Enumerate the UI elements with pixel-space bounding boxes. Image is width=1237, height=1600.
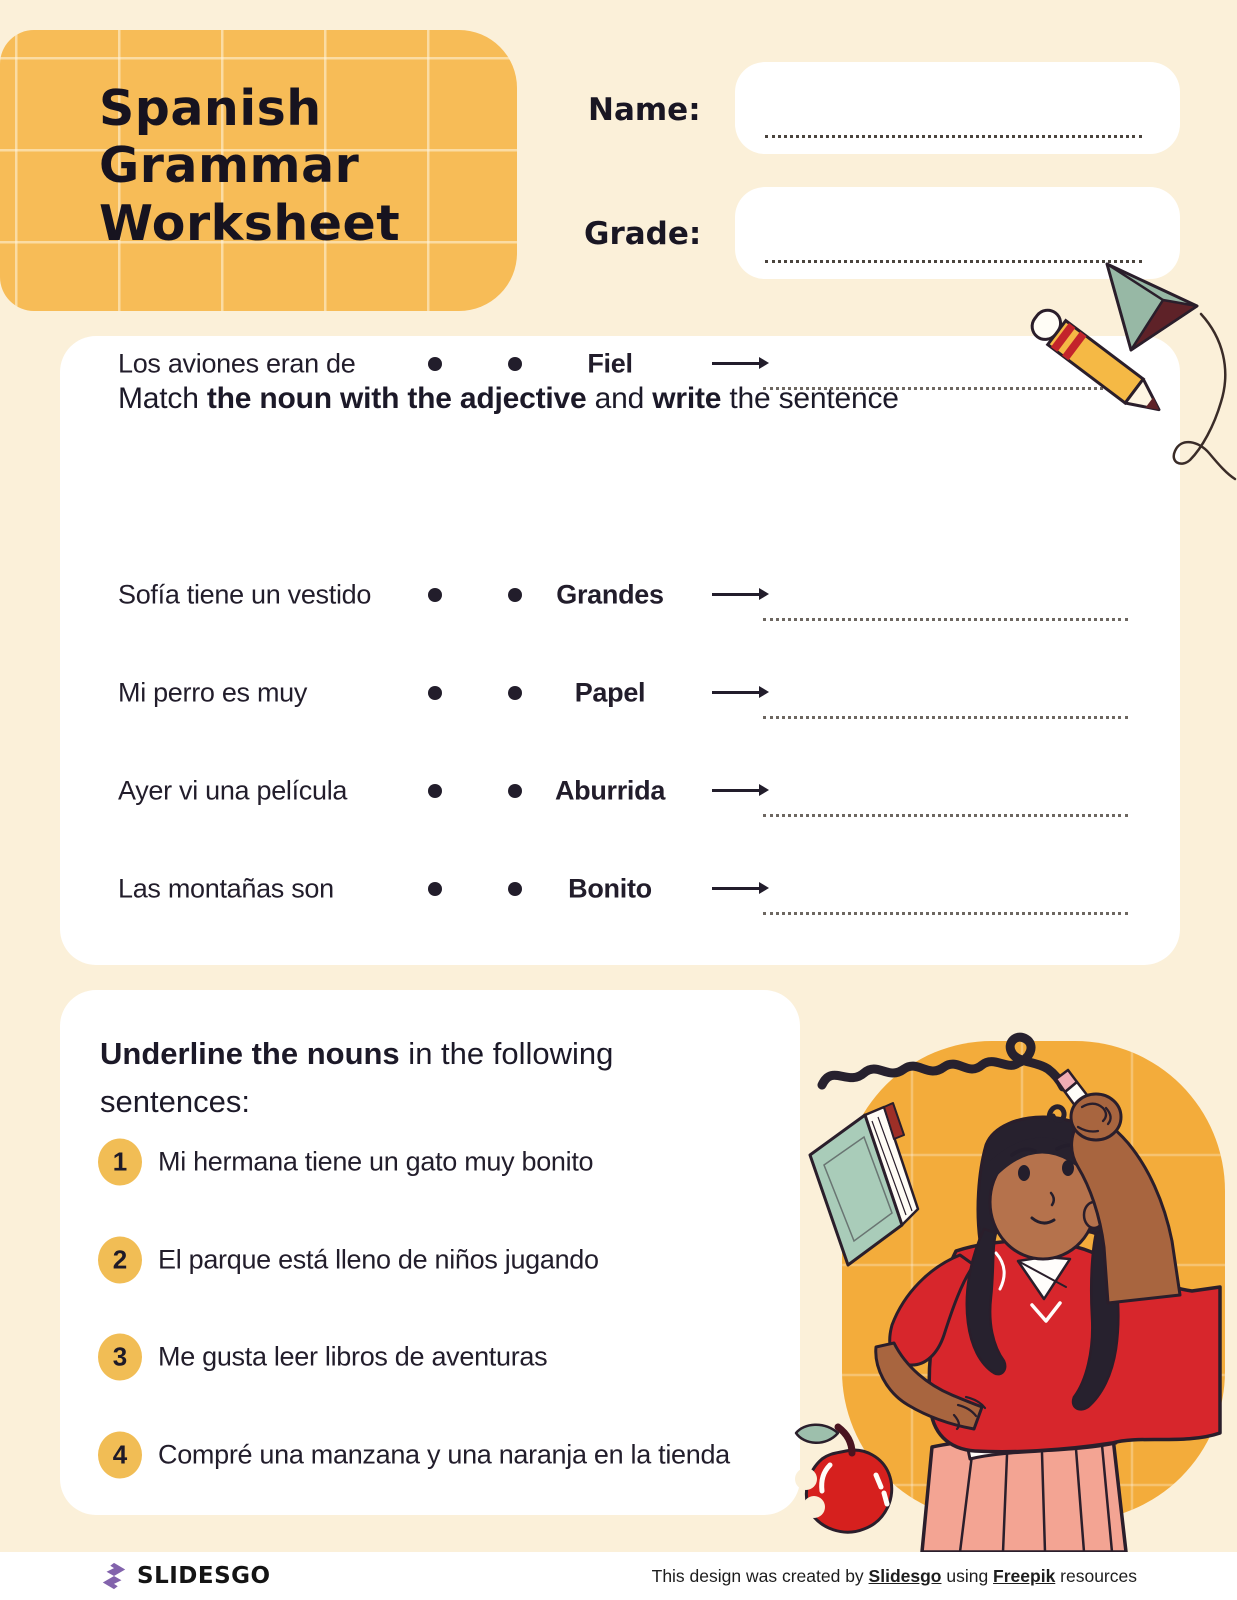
list-item xyxy=(60,1331,800,1383)
slidesgo-icon xyxy=(100,1560,128,1592)
arrow-icon xyxy=(712,691,766,694)
sentence-text[interactable]: Compré una manzana y una naranja en la tienda xyxy=(158,1439,730,1470)
connector-dot-left[interactable] xyxy=(428,686,442,700)
arrow-icon xyxy=(712,593,766,596)
heading-bold-text: Underline the nouns xyxy=(100,1036,400,1071)
title-line-1: Spanish xyxy=(99,80,322,137)
noun-phrase: Ayer vi una película xyxy=(118,775,348,806)
slidesgo-logo[interactable] xyxy=(100,1560,271,1592)
heading-text: the sentence xyxy=(721,382,899,415)
connector-dot-right[interactable] xyxy=(508,882,522,896)
name-input-pill xyxy=(735,62,1180,154)
match-exercise-card xyxy=(60,336,1180,965)
connector-dot-right[interactable] xyxy=(508,357,522,371)
answer-line[interactable] xyxy=(763,618,1128,621)
match-row xyxy=(60,763,1180,819)
grade-field-label: Grade: xyxy=(584,216,702,252)
connector-dot-right[interactable] xyxy=(508,588,522,602)
item-number-badge: 3 xyxy=(98,1334,142,1381)
connector-dot-right[interactable] xyxy=(508,784,522,798)
header-decoration xyxy=(1015,250,1237,485)
arrow-icon xyxy=(712,362,766,365)
connector-dot-left[interactable] xyxy=(428,357,442,371)
credit-plain: resources xyxy=(1055,1565,1137,1586)
connector-dot-left[interactable] xyxy=(428,882,442,896)
answer-line[interactable] xyxy=(763,814,1128,817)
name-input[interactable] xyxy=(765,97,1142,138)
sentence-text[interactable]: El parque está lleno de niños jugando xyxy=(158,1244,599,1275)
credit-plain: using xyxy=(941,1565,994,1586)
brand-text: SLIDESGO xyxy=(137,1563,271,1589)
underline-section-heading xyxy=(100,1030,750,1126)
heading-bold-text: write xyxy=(652,382,722,415)
connector-dot-left[interactable] xyxy=(428,784,442,798)
adjective-label: Aburrida xyxy=(554,775,666,806)
item-number-badge: 1 xyxy=(98,1139,142,1186)
adjective-label: Grandes xyxy=(556,579,664,610)
title-card xyxy=(0,30,517,311)
item-number-badge: 2 xyxy=(98,1237,142,1284)
credit-text xyxy=(652,1566,1137,1587)
answer-line[interactable] xyxy=(763,912,1128,915)
page-title xyxy=(99,80,400,252)
arrow-icon xyxy=(712,887,766,890)
match-row xyxy=(60,336,1180,392)
list-item xyxy=(60,1136,800,1188)
adjective-label: Papel xyxy=(574,677,646,708)
sentence-text[interactable]: Mi hermana tiene un gato muy bonito xyxy=(158,1146,594,1177)
arrow-icon xyxy=(712,789,766,792)
match-row xyxy=(60,567,1180,623)
curly-line xyxy=(1174,314,1235,479)
underline-exercise-card xyxy=(60,990,800,1515)
item-number-badge: 4 xyxy=(98,1432,142,1479)
answer-line[interactable] xyxy=(763,716,1128,719)
student-illustration xyxy=(760,1015,1237,1552)
footer xyxy=(0,1552,1237,1600)
match-row xyxy=(60,665,1180,721)
noun-phrase: Las montañas son xyxy=(118,873,334,904)
heading-text: and xyxy=(586,382,653,415)
heading-bold-text: the noun with the adjective xyxy=(206,382,587,415)
noun-phrase: Sofía tiene un vestido xyxy=(118,579,372,610)
heading-text: in the following sentences: xyxy=(100,1036,614,1120)
credit-plain: This design was created by xyxy=(651,1565,869,1586)
slidesgo-link[interactable]: Slidesgo xyxy=(868,1565,942,1586)
paper-plane-icon xyxy=(1107,264,1197,350)
sentence-text[interactable]: Me gusta leer libros de aventuras xyxy=(158,1341,548,1372)
name-field-label: Name: xyxy=(588,92,701,128)
freepik-link[interactable]: Freepik xyxy=(993,1565,1056,1586)
adjective-label: Bonito xyxy=(568,873,652,904)
list-item xyxy=(60,1429,800,1481)
title-line-3: Worksheet xyxy=(99,194,401,252)
heading-text: Match xyxy=(118,382,207,415)
connector-dot-right[interactable] xyxy=(508,686,522,700)
adjective-label: Fiel xyxy=(587,348,633,379)
list-item xyxy=(60,1234,800,1286)
title-line-2: Grammar xyxy=(99,137,360,195)
noun-phrase: Los aviones eran de xyxy=(118,348,356,379)
noun-phrase: Mi perro es muy xyxy=(118,677,308,708)
connector-dot-left[interactable] xyxy=(428,588,442,602)
match-row xyxy=(60,861,1180,917)
